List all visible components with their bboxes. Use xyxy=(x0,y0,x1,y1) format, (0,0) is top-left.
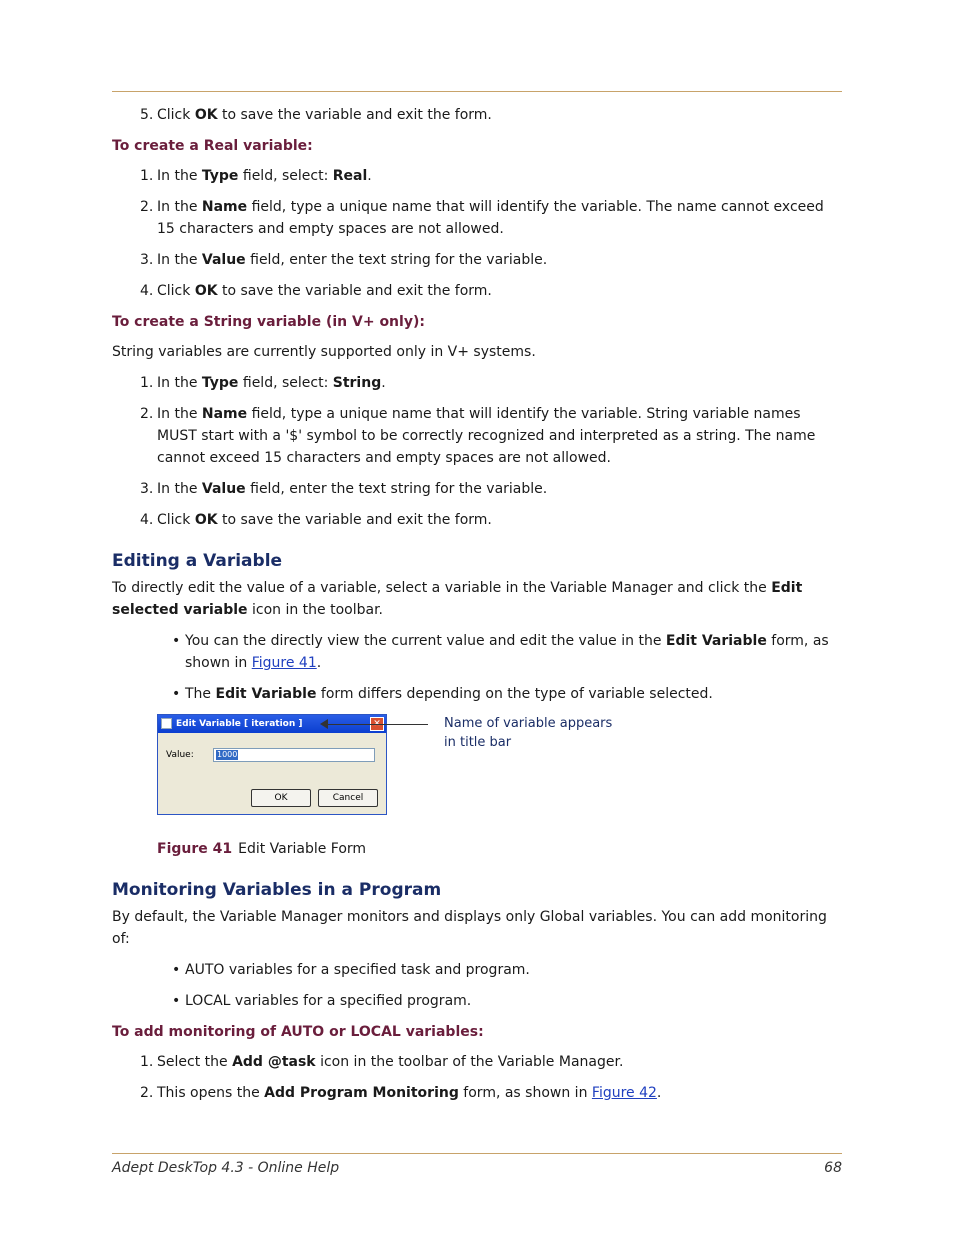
callout-line xyxy=(326,724,428,725)
step-text: Click xyxy=(157,107,195,123)
bullet-bold: Edit Variable xyxy=(665,633,767,649)
step-text: field, select: xyxy=(238,375,333,391)
list-item xyxy=(112,403,842,469)
string-steps xyxy=(112,372,842,531)
step-number: 5. xyxy=(140,107,154,123)
edit-variable-dialog-screenshot xyxy=(157,714,387,815)
para-text: To directly edit the value of a variable, select a variable in the Variable Manager and click the xyxy=(112,580,772,596)
list-item xyxy=(112,280,842,302)
step-text: field, enter the text string for the variable. xyxy=(245,481,548,497)
list-item xyxy=(112,196,842,240)
step-text: Click xyxy=(157,512,195,528)
step-number: 2. xyxy=(140,199,154,215)
step-text: Select the xyxy=(157,1054,233,1070)
value-field xyxy=(213,748,375,762)
value-field-text: 1000 xyxy=(217,750,238,759)
real-steps xyxy=(112,165,842,302)
editing-bullets xyxy=(112,630,842,705)
footer-rule xyxy=(112,1153,842,1154)
bullet-text: form differs depending on the type of variable selected. xyxy=(316,686,713,702)
ok-button: OK xyxy=(251,789,311,807)
step-bold: Add Program Monitoring xyxy=(264,1085,459,1101)
list-item xyxy=(112,990,842,1012)
cancel-button: Cancel xyxy=(318,789,378,807)
string-procedure-heading: To create a String variable (in V+ only): xyxy=(112,314,425,330)
step-text: This opens the xyxy=(157,1085,265,1101)
monitoring-paragraph: By default, the Variable Manager monitors and displays only Global variables. You can add monitoring of: xyxy=(112,909,827,947)
step-number: 3. xyxy=(140,252,154,268)
list-item xyxy=(112,1051,842,1073)
step-number: 2. xyxy=(140,406,154,422)
step-bold: Add @task xyxy=(232,1054,316,1070)
real-procedure-heading: To create a Real variable: xyxy=(112,138,313,154)
step-text: . xyxy=(381,375,386,391)
editing-paragraph xyxy=(112,577,842,621)
para-bold: Edit selected variable xyxy=(112,580,803,618)
step-text: field, type a unique name that will identify the variable. The name cannot exceed 15 characters and empty spaces are not allowed. xyxy=(157,199,824,237)
step-text: . xyxy=(367,168,372,184)
step-bold: Name xyxy=(201,199,248,215)
step-number: 4. xyxy=(140,283,154,299)
editing-section-title: Editing a Variable xyxy=(112,551,283,571)
step-bold: String xyxy=(332,375,382,391)
step-bold: Name xyxy=(201,406,248,422)
dialog-title: Edit Variable [ iteration ] xyxy=(176,719,303,729)
step-number: 1. xyxy=(140,1054,154,1070)
list-item xyxy=(112,478,842,500)
step-text: field, select: xyxy=(238,168,333,184)
step-text: Click xyxy=(157,283,195,299)
callout-line-1: Name of variable appears xyxy=(444,716,613,731)
intro-step-list xyxy=(112,104,842,126)
bullet-bold: Edit Variable xyxy=(215,686,317,702)
bullet-text: . xyxy=(316,655,322,671)
monitoring-steps xyxy=(112,1051,842,1104)
step-number: 4. xyxy=(140,512,154,528)
step-bold: OK xyxy=(194,107,218,123)
monitoring-procedure-heading: To add monitoring of AUTO or LOCAL variables: xyxy=(112,1024,484,1040)
list-item xyxy=(112,630,842,674)
step-text: to save the variable and exit the form. xyxy=(217,107,492,123)
page-content xyxy=(112,104,842,1113)
caption-text: Edit Variable Form xyxy=(238,841,367,857)
step-text: In the xyxy=(157,252,202,268)
bullet-icon: • xyxy=(172,633,181,649)
step-number: 1. xyxy=(140,168,154,184)
app-icon xyxy=(161,718,172,729)
callout-line-2: in title bar xyxy=(444,735,512,750)
figure-41 xyxy=(112,714,842,832)
step-text: to save the variable and exit the form. xyxy=(217,512,492,528)
list-item xyxy=(112,959,842,981)
bullet-text: You can the directly view the current value and edit the value in the xyxy=(185,633,666,649)
list-item xyxy=(112,372,842,394)
step-text: . xyxy=(656,1085,662,1101)
list-item xyxy=(112,165,842,187)
step-number: 2. xyxy=(140,1085,154,1101)
value-label: Value: xyxy=(166,750,194,760)
figure-42-link[interactable]: Figure 42 xyxy=(591,1085,657,1101)
callout-text xyxy=(444,714,644,752)
step-bold: OK xyxy=(194,512,218,528)
step-text: In the xyxy=(157,406,202,422)
step-text: form, as shown in xyxy=(458,1085,592,1101)
monitoring-bullets xyxy=(112,959,842,1012)
footer-title: Adept DeskTop 4.3 - Online Help xyxy=(112,1160,340,1176)
step-text: In the xyxy=(157,199,202,215)
bullet-text: AUTO variables for a specified task and program. xyxy=(185,962,530,978)
step-number: 1. xyxy=(140,375,154,391)
bullet-text: form, as shown in xyxy=(185,633,829,671)
monitoring-section-title: Monitoring Variables in a Program xyxy=(112,880,442,900)
step-bold: Type xyxy=(201,168,239,184)
step-text: In the xyxy=(157,481,202,497)
figure-41-link[interactable]: Figure 41 xyxy=(251,655,317,671)
list-item xyxy=(112,249,842,271)
list-item xyxy=(112,509,842,531)
step-bold: Real xyxy=(332,168,368,184)
step-bold: OK xyxy=(194,283,218,299)
bullet-text: The xyxy=(185,686,216,702)
para-text: icon in the toolbar. xyxy=(247,602,384,618)
bullet-text: LOCAL variables for a specified program. xyxy=(185,993,472,1009)
list-item xyxy=(112,683,842,705)
step-number: 3. xyxy=(140,481,154,497)
page-footer xyxy=(112,1160,842,1176)
header-rule xyxy=(112,91,842,92)
bullet-icon: • xyxy=(172,962,181,978)
step-text: In the xyxy=(157,168,202,184)
step-text: In the xyxy=(157,375,202,391)
list-item xyxy=(112,104,842,126)
step-bold: Type xyxy=(201,375,239,391)
step-bold: Value xyxy=(201,252,246,268)
bullet-icon: • xyxy=(172,993,181,1009)
step-text: field, enter the text string for the variable. xyxy=(245,252,548,268)
bullet-icon: • xyxy=(172,686,181,702)
string-intro: String variables are currently supported only in V+ systems. xyxy=(112,344,536,360)
step-bold: Value xyxy=(201,481,246,497)
step-text: field, type a unique name that will identify the variable. String variable names MUST start with a '$' symbol to be correctly recognized and interpreted as a string. The name cannot exceed 15 characters and empty spaces are not allowed. xyxy=(157,406,816,466)
page-number: 68 xyxy=(824,1160,842,1176)
step-text: icon in the toolbar of the Variable Manager. xyxy=(315,1054,624,1070)
list-item xyxy=(112,1082,842,1104)
step-text: to save the variable and exit the form. xyxy=(217,283,492,299)
caption-number: Figure 41 xyxy=(157,841,233,857)
figure-caption xyxy=(157,838,842,860)
